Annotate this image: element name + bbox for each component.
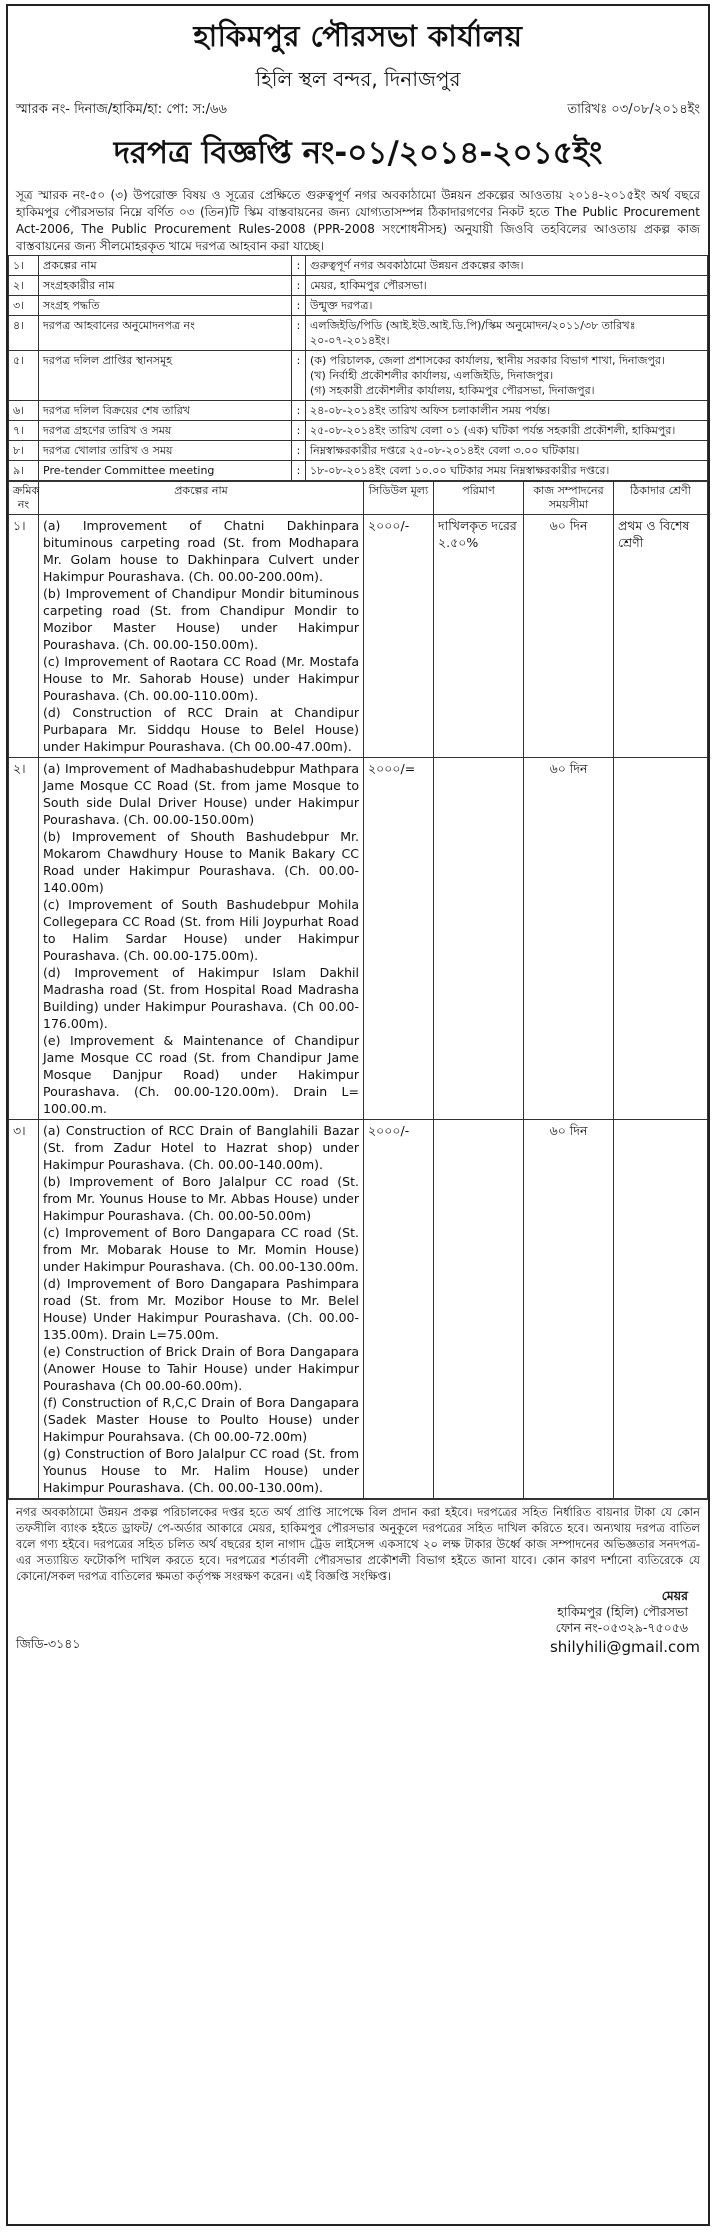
package-item: (e) Improvement & Maintenance of Chandipur Jame Mosque CC road (St. from Chandipur Jame Mosque Danjpur Road) under Hakimpur Pourashava. (Ch. 00.00-120.00m). Drain L= 100.00.m.: [43, 1033, 359, 1116]
info-value: ২৪-০৮-২০১৪ইং তারিখ অফিস চলাকালীন সময় পর্যন্ত।: [306, 401, 708, 421]
package-time: ৬০ দিন: [524, 758, 614, 1120]
info-sl: ২।: [9, 276, 39, 296]
footer-note: নগর অবকাঠামো উন্নয়ন প্রকল্প পরিচালকের দপ্তর হতে অর্থ প্রাপ্তি সাপেক্ষে বিল প্রদান করা হইবে। দরপত্রের সহিত নির্ধারিত বায়নার টাকা যে কোন তফসীলি ব্যাংক হইতে ড্রাফট/ পে-অর্ডার আকারে মেয়র, হাকিমপুর পৌরসভার অনুকূলে দরপত্রের সহিত দাখিল করিতে হবে। অন্যথায় দরপত্র বাতিল বলে গণ্য হইবে। দরপত্রের সহিত চলিত অর্থ বছরের হাল নাগাদ ট্রেড লাইসেন্স একসাথে ২০ লক্ষ টাকার উর্ধ্বে কাজ সম্পাদনের অভিজ্ঞতার সনদপত্র-এর সত্যায়িত ফটোকপি দাখিল করতে হবে। দরপত্রের শর্তাবলী পৌরসভার প্রকৌশলী বিভাগ হইতে জানা যাবে। কোন কারণ দর্শানো ব্যতিরেকে যে কোনো/সকল দরপত্র বাতিলের ক্ষমতা কর্তৃপক্ষ সংরক্ষণ করেন। এই বিজ্ঞপ্তি সংক্ষিপ্ত।: [8, 1499, 708, 1588]
info-sl: ৫।: [9, 351, 39, 401]
info-colon: :: [292, 401, 306, 421]
package-items: [39, 515, 364, 758]
signature-org: হাকিমপুর (হিলি) পৌরসভা: [557, 1604, 688, 1619]
package-class: [614, 1120, 708, 1499]
header-security: পরিমাণ: [434, 482, 524, 515]
package-item: (c) Improvement of South Bashudebpur Mohila Collegepara CC Road (St. from Hili Joypurhat Road to Halim Sardar House) under Hakimpur Pourashava. (Ch. 00.00-175.00m).: [43, 897, 359, 963]
info-label: দরপত্র গ্রহণের তারিখ ও সময়: [39, 421, 292, 441]
package-item: (b) Improvement of Shouth Bashudebpur Mr. Mokarom Chawdhury House to Manik Bakary CC Road under Hakimpur Pourashava. (Ch. 00.00-140.00m): [43, 829, 359, 895]
header-price: সিডিউল মূল্য: [364, 482, 434, 515]
package-item: (c) Improvement of Boro Dangapara CC road (St. from Mr. Mobarak House to Mr. Momin House) under Hakimpur Pourashava. (Ch. 00.00-130.00m.: [43, 1225, 359, 1274]
info-label: সংগ্রহ পদ্ধতি: [39, 296, 292, 316]
info-row: [9, 441, 708, 461]
package-security: [434, 1120, 524, 1499]
package-item: (f) Construction of R,C,C Drain of Bora Dangapara (Sadek Master House to Poulto House) under Hakimpur Pourahsava. (Ch 00.00-72.00m): [43, 1395, 359, 1444]
header-sl: ক্রমিক নং: [9, 482, 39, 515]
office-title: হাকিমপুর পৌরসভা কার্যালয়: [193, 19, 523, 53]
info-row: [9, 296, 708, 316]
info-colon: :: [292, 296, 306, 316]
package-row: [9, 758, 708, 1120]
info-row: [9, 461, 708, 481]
package-time: ৬০ দিন: [524, 515, 614, 758]
info-colon: :: [292, 441, 306, 461]
gd-number: জিডি-৩১৪১: [16, 1636, 81, 1651]
info-label: Pre-tender Committee meeting: [39, 461, 292, 481]
info-value: ১৮-০৮-২০১৪ইং বেলা ১০.০০ ঘটিকার সময় নিম্নস্বাক্ষরকারীর দপ্তরে।: [306, 461, 708, 481]
info-sl: ১।: [9, 256, 39, 276]
info-label: দরপত্র দলিল বিক্রয়ের শেষ তারিখ: [39, 401, 292, 421]
info-label: দরপত্র আহবানের অনুমোদনপত্র নং: [39, 316, 292, 351]
memo-row: [8, 98, 708, 123]
signature-title: মেয়র: [661, 1588, 688, 1603]
header-name: প্রকল্পের নাম: [39, 482, 364, 515]
header-time: কাজ সম্পাদনের সময়সীমা: [524, 482, 614, 515]
package-security: [434, 758, 524, 1120]
info-sl: ৬।: [9, 401, 39, 421]
info-row: [9, 276, 708, 296]
package-items: [39, 1120, 364, 1499]
package-sl: ১।: [9, 515, 39, 758]
info-sl: ৭।: [9, 421, 39, 441]
package-items: [39, 758, 364, 1120]
info-colon: :: [292, 276, 306, 296]
signature-phone: ফোন নং-০৫৩২৯-৭৫০৫৬: [555, 1620, 688, 1635]
package-item: (d) Improvement of Boro Dangapara Pashimpara road (St. from Mr. Mozibor House to Mr. Belel House) Under Hakimpur Pourashava. (Ch. 00.00-135.00m). Drain L=75.00m.: [43, 1276, 359, 1342]
info-label: দরপত্র দলিল প্রাপ্তির স্থানসমূহ: [39, 351, 292, 401]
package-item: (a) Construction of RCC Drain of Banglahili Bazar (St. from Zadur Hotel to Hazrat shop) under Hakimpur Pourashava. (Ch. 00.00-140.00m).: [43, 1123, 359, 1172]
package-class: [614, 758, 708, 1120]
package-item: (b) Improvement of Chandipur Mondir bituminous carpeting road (St. from Chandipur Mondir to Mozibor Master House) under Hakimpur Pourashava. (Ch. 00.00-150.00m).: [43, 586, 359, 652]
package-item: (a) Improvement of Chatni Dakhinpara bituminous carpeting road (St. from Modhapara Mr. Golam house to Dakhinpara Culvert under Hakimpur Pourashava. (Ch. 00.00-200.00m).: [43, 518, 359, 584]
info-row: [9, 256, 708, 276]
info-row: [9, 351, 708, 401]
signature-block: [8, 1588, 708, 1636]
intro-paragraph: সূত্র স্মারক নং-৫০ (৩) উপরোক্ত বিষয় ও সূত্রের প্রেক্ষিতে গুরুত্বপূর্ণ নগর অবকাঠামো উন্নয়ন প্রকল্পের আওতায় ২০১৪-২০১৫ইং অর্থ বছরে হাকিমপুর পৌরসভার নিম্নে বর্ণিত ০৩ (তিন)টি স্কিম বাস্তবায়নের জন্য যোগ্যতাসম্পন্ন ঠিকাদারগণের নিকট হতে The Public Procurement Act-2006, The Public Procurement Rules-2008 (PPR-2008 সংশোধনীসহ) অনুযায়ী জিওবি তহবিলের আওতায় প্রকল্প কাজ বাস্তবায়নের জন্য সীলমোহরকৃত খামে দরপত্র আহবান করা যাচ্ছে।: [16, 188, 700, 253]
info-table: [8, 255, 708, 481]
info-label: দরপত্র খোলার তারিখ ও সময়: [39, 441, 292, 461]
info-row: [9, 401, 708, 421]
info-value: (ক) পরিচালক, জেলা প্রশাসকের কার্যালয়, স্থানীয় সরকার বিভাগ শাখা, দিনাজপুর। (খ) নির্বাহী প্রকৌশলীর কার্যালয়, এলজিইডি, দিনাজপুর। (গ) সহকারী প্রকৌশলীর কার্যালয়, হাকিমপুর পৌরসভা, দিনাজপুর।: [306, 351, 708, 401]
memo-number: স্মারক নং- দিনাজ/হাকিম/হা: পো: স:/৬৬: [16, 102, 227, 117]
package-row: [9, 1120, 708, 1499]
bottom-row: [8, 1636, 708, 1656]
info-value: ২৫-০৮-২০১৪ইং তারিখ বেলা ০১ (এক) ঘটিকা পর্যন্ত সহকারী প্রকৌশলী, হাকিমপুর।: [306, 421, 708, 441]
notice-title: দরপত্র বিজ্ঞপ্তি নং-০১/২০১৪-২০১৫ইং: [113, 135, 603, 171]
package-item: (a) Improvement of Madhabashudebpur Mathpara Jame Mosque CC Road (St. from jame Mosque to South side Dulal Driver House) under Hakimpur Pourashava. (Ch. 00.00-150.00m): [43, 761, 359, 827]
package-time: ৬০ দিন: [524, 1120, 614, 1499]
office-address: হিলি স্থল বন্দর, দিনাজপুর: [255, 67, 461, 91]
header-class: ঠিকাদার শ্রেণী: [614, 482, 708, 515]
signature-email[interactable]: shilyhili@gmail.com: [549, 1638, 700, 1656]
info-value: এলজিইডি/পিডি (আই.ইউ.আই.ডি.পি)/স্কিম অনুমোদন/২০১১/৩৮ তারিখঃ ২০-০৭-২০১৪ইং।: [306, 316, 708, 351]
info-sl: ৪।: [9, 316, 39, 351]
package-price: ২০০০/=: [364, 758, 434, 1120]
tender-notice-page: [6, 4, 710, 2226]
package-price: ২০০০/-: [364, 1120, 434, 1499]
package-sl: ৩।: [9, 1120, 39, 1499]
package-row: [9, 515, 708, 758]
package-item: (e) Construction of Brick Drain of Bora Dangapara (Anower House to Tahir House) under Hakimpur Pourashava (Ch 00.00-60.00m).: [43, 1344, 359, 1393]
info-row: [9, 421, 708, 441]
info-sl: ৩।: [9, 296, 39, 316]
package-item: (d) Construction of RCC Drain at Chandipur Purbapara Mr. Siddqu House to Belel House) under Hakimpur Pourashava. (Ch 00.00-47.00m).: [43, 705, 359, 754]
package-item: (b) Improvement of Boro Jalalpur CC road (St. from Mr. Younus House to Mr. Abbas House) under Hakimpur Pourashava. (Ch. 00.00-50.00m): [43, 1174, 359, 1223]
info-sl: ৮।: [9, 441, 39, 461]
memo-date: তারিখঃ ০৩/০৮/২০১৪ইং: [567, 102, 700, 117]
info-row: [9, 316, 708, 351]
info-colon: :: [292, 461, 306, 481]
info-value: নিম্নস্বাক্ষরকারীর দপ্তরে ২৫-০৮-২০১৪ইং বেলা ৩.০০ ঘটিকায়।: [306, 441, 708, 461]
package-security: দাখিলকৃত দরের ২.৫০%: [434, 515, 524, 758]
packages-table: [8, 481, 708, 1499]
info-label: প্রকল্পের নাম: [39, 256, 292, 276]
info-value: উন্মুক্ত দরপত্র।: [306, 296, 708, 316]
info-colon: :: [292, 256, 306, 276]
info-colon: :: [292, 316, 306, 351]
package-price: ২০০০/-: [364, 515, 434, 758]
package-item: (g) Construction of Boro Jalalpur CC road (St. from Younus House to Mr. Halim House) under Hakimpur Pourashava. (Ch. 00.00-130.00m).: [43, 1446, 359, 1495]
info-value: গুরুত্বপূর্ণ নগর অবকাঠামো উন্নয়ন প্রকল্পের কাজ।: [306, 256, 708, 276]
package-sl: ২।: [9, 758, 39, 1120]
package-item: (d) Improvement of Hakimpur Islam Dakhil Madrasha road (St. from Hospital Road Madrasha Building) under Hakimpur Pourashava. (Ch 00.00-176.00m).: [43, 965, 359, 1031]
info-colon: :: [292, 351, 306, 401]
info-value: মেয়র, হাকিমপুর পৌরসভা।: [306, 276, 708, 296]
package-class: প্রথম ও বিশেষ শ্রেণী: [614, 515, 708, 758]
info-sl: ৯।: [9, 461, 39, 481]
packages-header-row: [9, 482, 708, 515]
package-item: (c) Improvement of Raotara CC Road (Mr. Mostafa House to Mr. Sahorab House) under Hakimpur Pourashava. (Ch. 00.00-110.00m).: [43, 654, 359, 703]
info-colon: :: [292, 421, 306, 441]
info-label: সংগ্রহকারীর নাম: [39, 276, 292, 296]
